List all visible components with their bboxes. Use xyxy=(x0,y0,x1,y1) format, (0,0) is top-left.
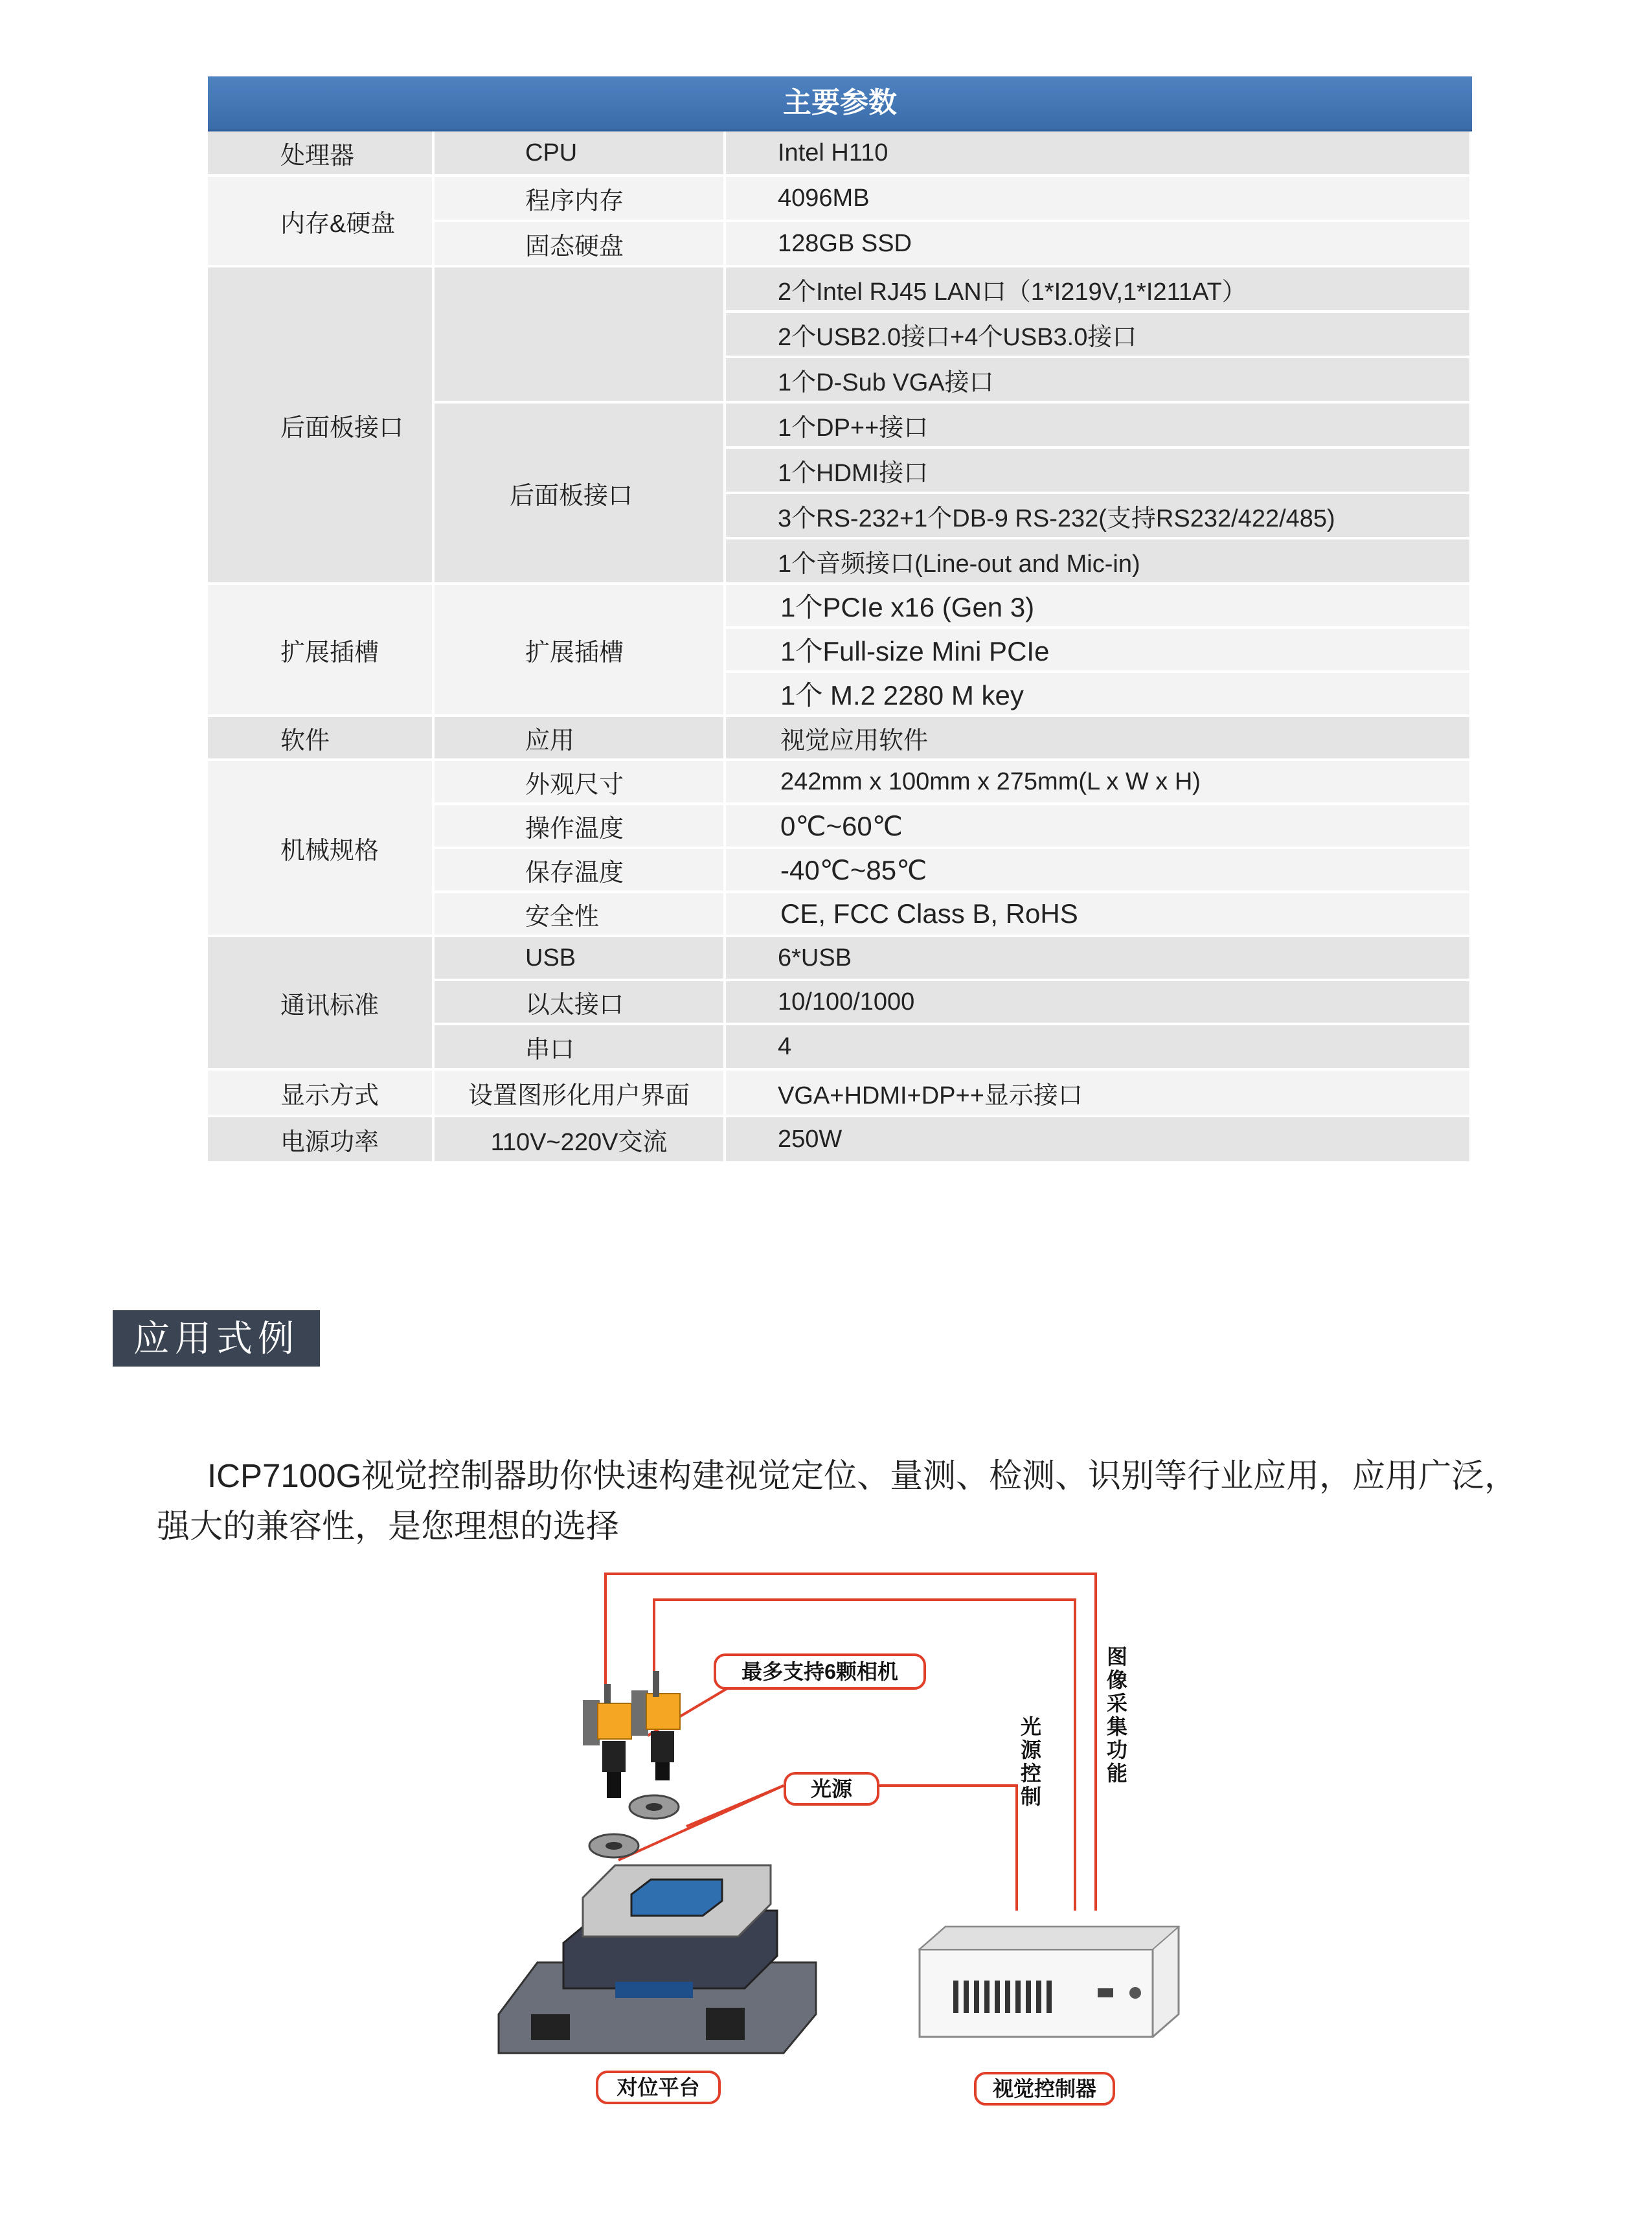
diagram-graphics xyxy=(492,1561,1211,2118)
value-cpu: Intel H110 xyxy=(726,131,1472,177)
value-storage-temp: -40℃~85℃ xyxy=(726,849,1472,893)
category-display: 显示方式 xyxy=(208,1071,435,1117)
category-expansion: 扩展插槽 xyxy=(208,585,435,717)
category-software: 软件 xyxy=(208,717,435,761)
value-usb-ports: 2个USB2.0接口+4个USB3.0接口 xyxy=(726,313,1472,358)
value-usb: 6*USB xyxy=(726,937,1472,981)
item-operating-temp: 操作温度 xyxy=(435,805,726,849)
value-serial-ports: 3个RS-232+1个DB-9 RS-232(支持RS232/422/485) xyxy=(726,494,1472,539)
camera-icon xyxy=(583,1671,680,1798)
category-rear-panel: 后面板接口 xyxy=(208,267,435,585)
value-pcie-x16: 1个PCIe x16 (Gen 3) xyxy=(726,585,1472,629)
value-vga-port: 1个D-Sub VGA接口 xyxy=(726,358,1472,403)
value-hdmi-port: 1个HDMI接口 xyxy=(726,449,1472,494)
section-title: 应用式例 xyxy=(113,1310,320,1367)
alignment-platform-icon xyxy=(499,1865,816,2053)
spec-table-grid xyxy=(208,131,1472,1164)
item-ssd: 固态硬盘 xyxy=(435,222,726,267)
item-dimensions: 外观尺寸 xyxy=(435,761,726,805)
spec-table xyxy=(208,76,1472,1164)
item-gui: 设置图形化用户界面 xyxy=(435,1071,726,1117)
item-rear-panel: 后面板接口 xyxy=(435,403,726,585)
light-control-label: 光源控制 xyxy=(1020,1715,1041,1808)
value-ethernet: 10/100/1000 xyxy=(726,981,1472,1025)
item-usb: USB xyxy=(435,937,726,981)
category-communication: 通讯标准 xyxy=(208,937,435,1071)
item-application: 应用 xyxy=(435,717,726,761)
light-ring-icon xyxy=(589,1795,679,1857)
item-cpu: CPU xyxy=(435,131,726,177)
item-program-memory: 程序内存 xyxy=(435,177,726,222)
rear-panel-blank-cell xyxy=(435,267,726,403)
item-expansion: 扩展插槽 xyxy=(435,585,726,717)
spec-table-title: 主要参数 xyxy=(208,76,1472,131)
intro-paragraph: ICP7100G视觉控制器助你快速构建视觉定位、量测、检测、识别等行业应用，应用广泛，强大的兼容性，是您理想的选择 xyxy=(157,1457,1518,1545)
image-capture-line-inner xyxy=(654,1600,1075,1911)
value-operating-temp: 0℃~60℃ xyxy=(726,805,1472,849)
category-memory-storage: 内存&硬盘 xyxy=(208,177,435,267)
value-dimensions: 242mm x 100mm x 275mm(L x W x H) xyxy=(726,761,1472,805)
cameras-callout: 最多支持6颗相机 xyxy=(714,1653,926,1690)
light-callout: 光源 xyxy=(784,1772,879,1806)
vision-controller-icon xyxy=(920,1927,1179,2037)
value-application: 视觉应用软件 xyxy=(726,717,1472,761)
item-storage-temp: 保存温度 xyxy=(435,849,726,893)
category-processor: 处理器 xyxy=(208,131,435,177)
platform-callout: 对位平台 xyxy=(596,2071,721,2104)
value-program-memory: 4096MB xyxy=(726,177,1472,222)
value-mini-pcie: 1个Full-size Mini PCIe xyxy=(726,629,1472,673)
category-power: 电源功率 xyxy=(208,1117,435,1164)
value-m2-slot: 1个 M.2 2280 M key xyxy=(726,673,1472,717)
image-capture-label: 图像采集功能 xyxy=(1106,1645,1127,1785)
value-power: 250W xyxy=(726,1117,1472,1164)
controller-callout: 视觉控制器 xyxy=(974,2072,1115,2106)
application-diagram xyxy=(492,1561,1211,2118)
value-ssd: 128GB SSD xyxy=(726,222,1472,267)
item-serial: 串口 xyxy=(435,1025,726,1071)
value-safety: CE, FCC Class B, RoHS xyxy=(726,893,1472,937)
value-dp-port: 1个DP++接口 xyxy=(726,403,1472,449)
item-ethernet: 以太接口 xyxy=(435,981,726,1025)
item-safety: 安全性 xyxy=(435,893,726,937)
category-mechanical: 机械规格 xyxy=(208,761,435,937)
item-power-input: 110V~220V交流 xyxy=(435,1117,726,1164)
value-lan-ports: 2个Intel RJ45 LAN口（1*I219V,1*I211AT） xyxy=(726,267,1472,313)
value-display: VGA+HDMI+DP++显示接口 xyxy=(726,1071,1472,1117)
value-serial: 4 xyxy=(726,1025,1472,1071)
value-audio-port: 1个音频接口(Line-out and Mic-in) xyxy=(726,539,1472,585)
